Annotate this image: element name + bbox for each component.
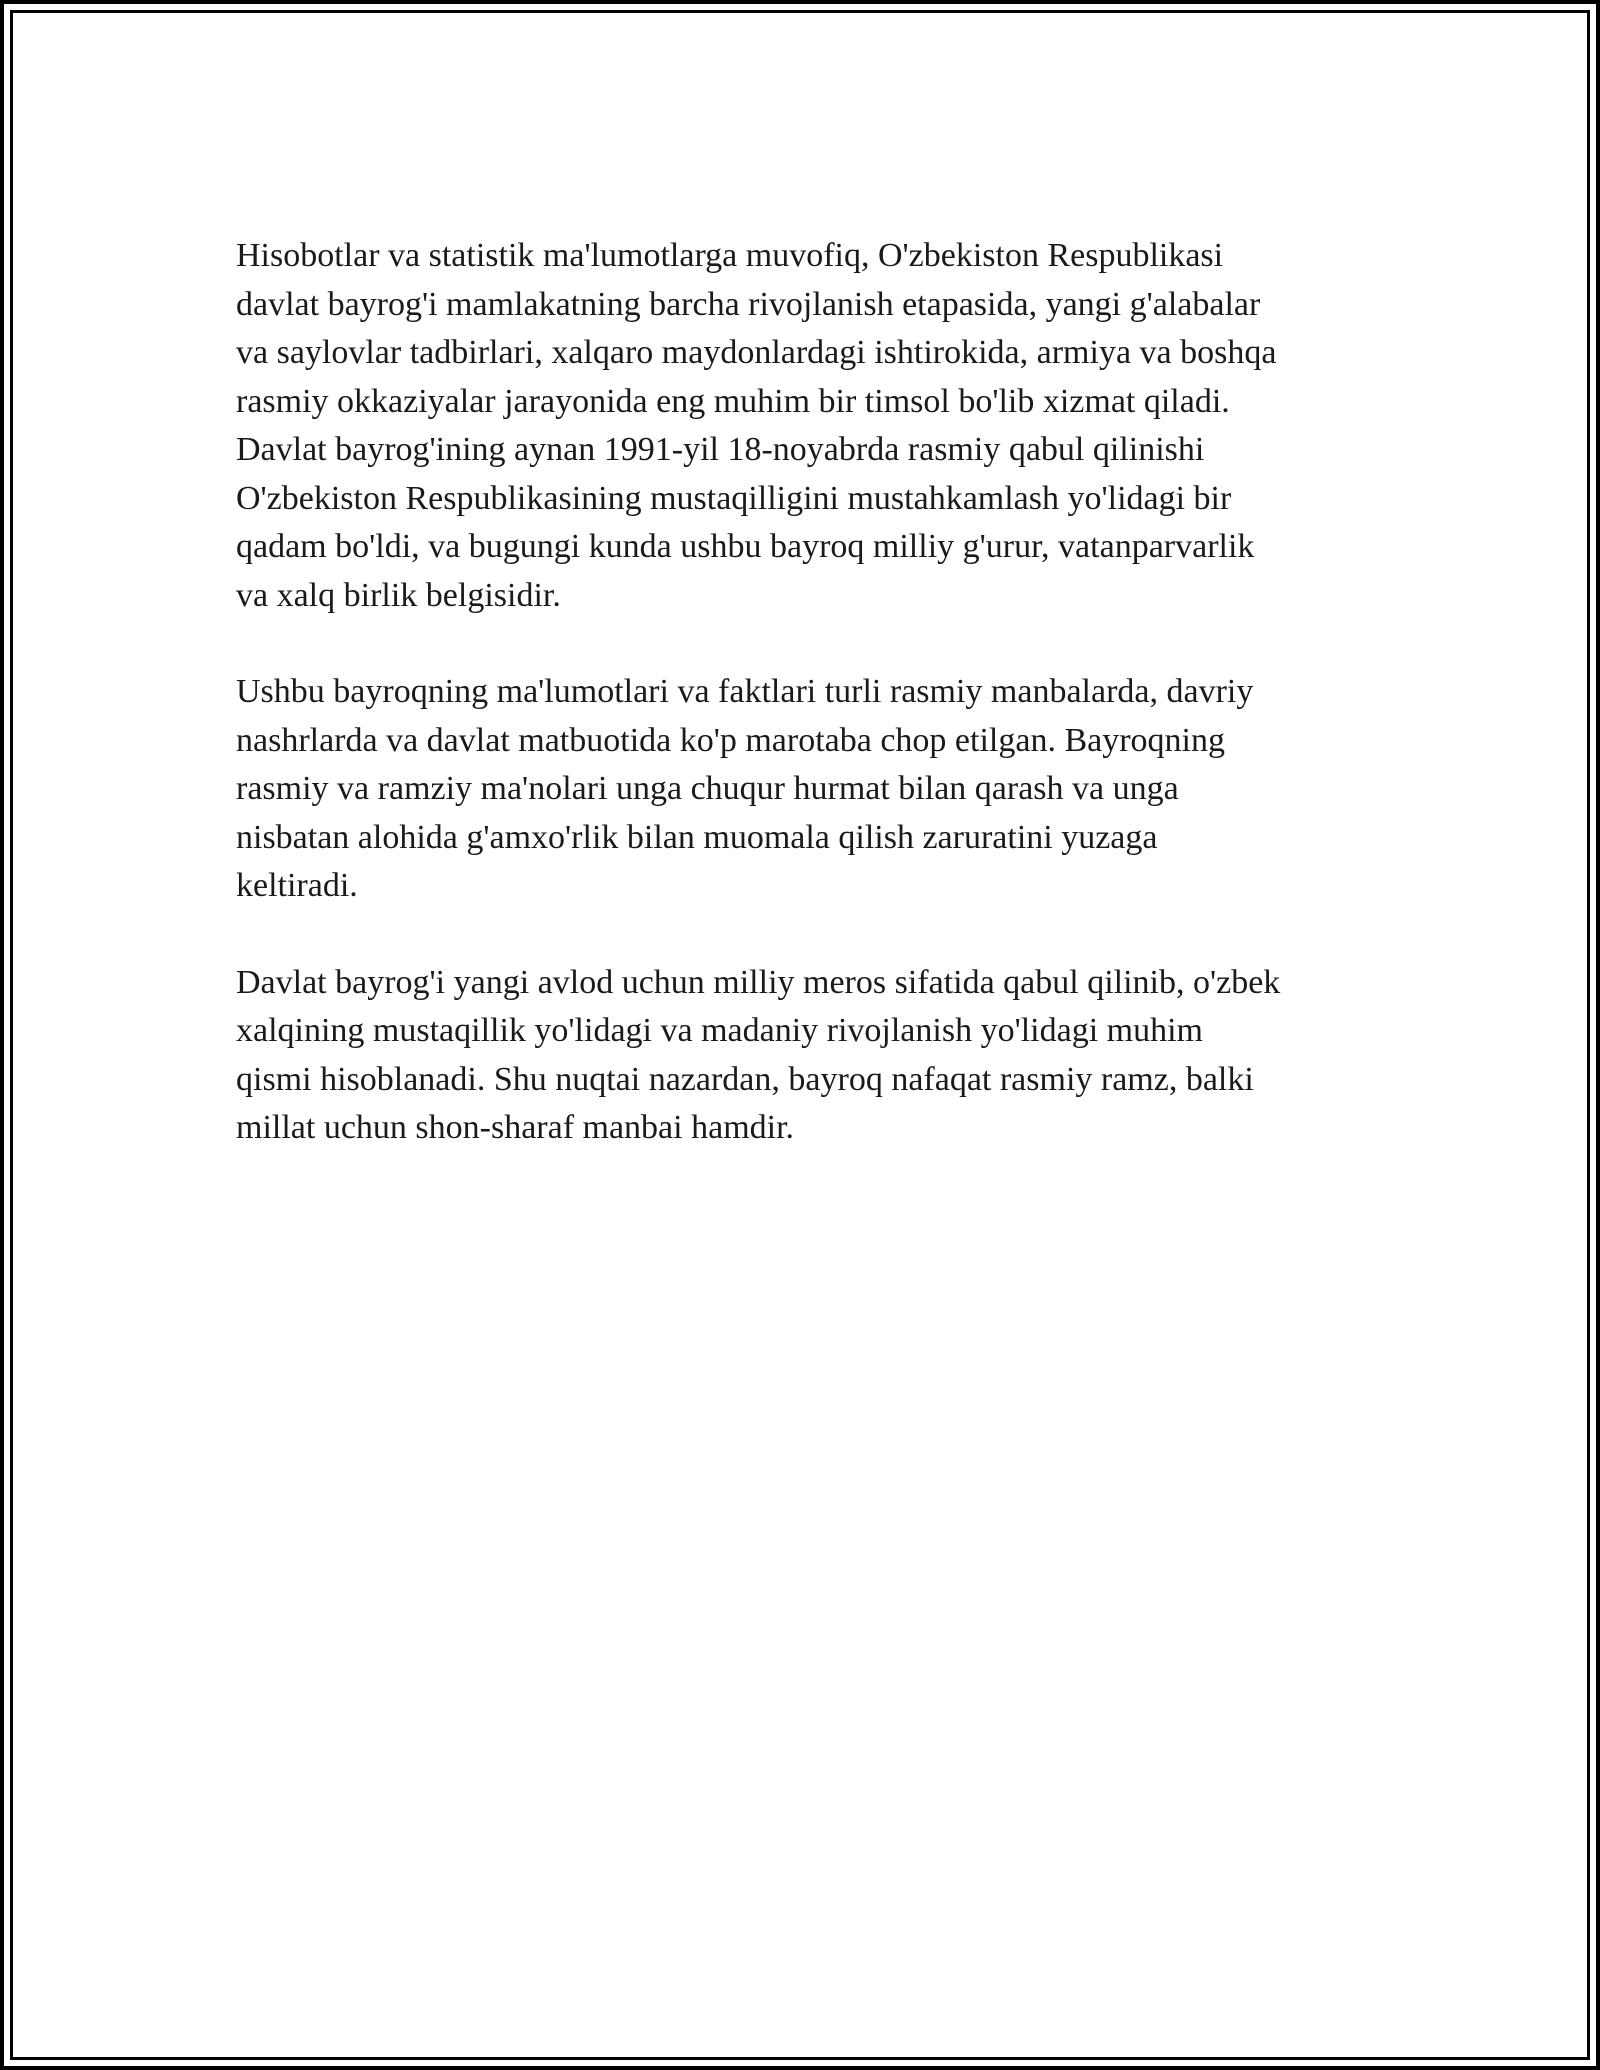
text-line: rasmiy okkaziyalar jarayonida eng muhim bir timsol bo'lib xizmat qiladi.: [236, 382, 1230, 420]
text-line: va saylovlar tadbirlari, xalqaro maydonlardagi ishtirokida, armiya va boshqa: [236, 334, 1277, 371]
text-line: Hisobotlar va statistik ma'lumotlarga muvofiq, O'zbekiston Respublikasi: [236, 237, 1224, 274]
text-line: xalqining mustaqillik yo'lidagi va madaniy rivojlanish yo'lidagi muhim: [236, 1012, 1203, 1049]
text-line: qadam bo'ldi, va bugungi kunda ushbu bayroq milliy g'urur, vatanparvarlik: [236, 528, 1255, 565]
text-line: Davlat bayrog'i yangi avlod uchun milliy meros sifatida qabul qilinib, o'zbek: [236, 963, 1281, 1001]
text-line: O'zbekiston Respublikasining mustaqilligini mustahkamlash yo'lidagi bir: [236, 479, 1232, 517]
document-body: [236, 232, 1376, 1201]
paragraph-3: [236, 959, 1376, 1153]
paragraph-2: [236, 668, 1376, 911]
paragraph-1: [236, 232, 1376, 620]
text-line: Ushbu bayroqning ma'lumotlari va faktlari turli rasmiy manbalarda, davriy: [236, 673, 1254, 710]
text-line: rasmiy va ramziy ma'nolari unga chuqur hurmat bilan qarash va unga: [236, 770, 1179, 807]
text-line: keltiradi.: [236, 867, 358, 904]
text-line: davlat bayrog'i mamlakatning barcha rivojlanish etapasida, yangi g'alabalar: [236, 285, 1261, 323]
text-line: qismi hisoblanadi. Shu nuqtai nazardan, bayroq nafaqat rasmiy ramz, balki: [236, 1060, 1254, 1098]
text-line: millat uchun shon-sharaf manbai hamdir.: [236, 1109, 795, 1146]
text-line: Davlat bayrog'ining aynan 1991-yil 18-noyabrda rasmiy qabul qilinishi: [236, 431, 1205, 468]
text-line: va xalq birlik belgisidir.: [236, 576, 561, 614]
text-line: nisbatan alohida g'amxo'rlik bilan muomala qilish zaruratini yuzaga: [236, 818, 1158, 856]
text-line: nashrlarda va davlat matbuotida ko'p marotaba chop etilgan. Bayroqning: [236, 721, 1225, 759]
